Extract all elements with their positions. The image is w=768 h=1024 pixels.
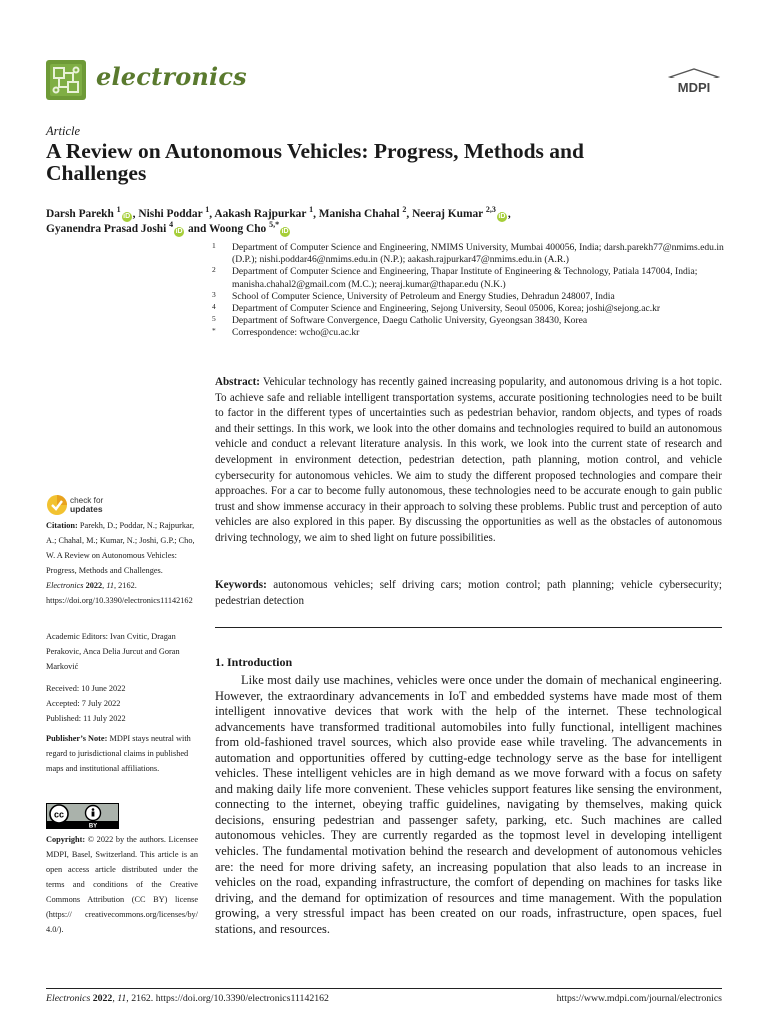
publisher-note-label: Publisher’s Note: xyxy=(46,734,108,743)
affiliation-item xyxy=(212,291,732,303)
affiliation-list xyxy=(212,242,732,340)
orcid-icon[interactable]: iD xyxy=(123,213,131,220)
keywords-text: autonomous vehicles; self driving cars; motion control; path planning; vehicle cybersecurity; pedestrian detection xyxy=(215,579,722,607)
citation-year: 2022 xyxy=(85,581,103,590)
publisher-note xyxy=(46,731,198,776)
paper-title: A Review on Autonomous Vehicles: Progress, Methods and Challenges xyxy=(46,139,584,185)
citation-label: Citation: xyxy=(46,521,78,530)
orcid-icon[interactable]: iD xyxy=(498,213,506,220)
author-name: Neeraj Kumar xyxy=(412,208,486,220)
affiliation-number: 3 xyxy=(212,289,216,299)
author-name: Nishi Poddar xyxy=(138,208,206,220)
section-divider xyxy=(215,627,722,628)
affiliation-text: Department of Software Convergence, Daegu Catholic University, Gyeongsan 38430, Korea xyxy=(232,315,588,327)
orcid-icon[interactable]: iD xyxy=(175,228,183,235)
author-separator: and xyxy=(185,223,209,235)
abstract-label: Abstract: xyxy=(215,376,260,388)
dates-block xyxy=(46,681,198,726)
svg-text:cc: cc xyxy=(53,809,65,820)
affiliation-text: Department of Computer Science and Engineering, Sejong University, Seoul 05006, Korea; joshi@sejong.ac.kr xyxy=(232,303,661,315)
affiliation-item xyxy=(212,303,732,315)
orcid-icon[interactable]: iD xyxy=(281,228,289,235)
author-affiliation-sup: 1 xyxy=(205,205,210,215)
received-date: Received: 10 June 2022 xyxy=(46,684,126,693)
footer-divider xyxy=(46,988,722,989)
publisher-note-text: MDPI stays neutral with regard to jurisdictional claims in published maps and institutional affiliations. xyxy=(46,734,191,773)
keywords xyxy=(215,578,722,609)
journal-name: electronics xyxy=(96,62,247,91)
author-separator: , xyxy=(132,208,139,220)
academic-editors: Academic Editors: Ivan Cvitic, Dragan Perakovic, Anca Delia Jurcut and Goran Marković xyxy=(46,632,180,671)
citation-journal: Electronics xyxy=(46,581,84,590)
check-updates-line1: check for xyxy=(70,496,104,505)
affiliation-number: 2 xyxy=(212,265,216,275)
abstract xyxy=(215,375,722,547)
affiliation-item xyxy=(212,266,732,290)
cc-by-license-icon[interactable] xyxy=(46,803,119,829)
author-separator: , xyxy=(507,208,511,220)
affiliation-number: * xyxy=(212,326,216,336)
article-type: Article xyxy=(46,124,81,138)
affiliation-number: 1 xyxy=(212,241,216,250)
author-affiliation-sup: 2 xyxy=(402,205,407,215)
affiliation-number: 5 xyxy=(212,314,216,324)
author-affiliation-sup: 2,3 xyxy=(485,205,496,215)
published-date: Published: 11 July 2022 xyxy=(46,714,126,723)
author-affiliation-sup: 1 xyxy=(309,205,314,215)
author-name: Woong Cho xyxy=(208,223,270,235)
footer-doi[interactable]: , 2162. https://doi.org/10.3390/electronics11142162 xyxy=(126,993,329,1004)
author-separator: , xyxy=(406,208,413,220)
mdpi-logo-icon xyxy=(666,68,722,96)
author-name: Manisha Chahal xyxy=(318,208,403,220)
author-affiliation-sup: 5,* xyxy=(269,220,280,230)
author-name: Gyanendra Prasad Joshi xyxy=(46,223,170,235)
section-body: Like most daily use machines, vehicles were once under the domain of mechanical engineering. However, the extraordinary advancements in IoT and embedded systems have made most of them intelligent innovative devices that work with the help of the internet. These technological advancements have transformed traditional automobiles into fully functional, intelligent machines from old-fashioned travel sources, which also provide ease while traveling. The advancements in automation and opportunities offered by cutting-edge technology serve as the base for intelligent vehicles. These intelligent vehicles are in high demand as we move forward with a focus on safety and making daily life more convenient. These vehicles support features like sensing the environment, connecting to the internet, obeying traffic guidelines, navigating by themselves, making quick decisions, ensuring pedestrian and passenger safety, parking, etc. Such machines are called autonomous vehicles. They are currently regarded as the topmost level in developing intelligent vehicles. The fundamental motivation behind the research and development of autonomous vehicles are: the need for more driving safety, an increasing population that also leads to an increase in vehicles on the road, expanding infrastructure, the comfort of depending on machines for tasks like driving, and the demand for optimization of resources and time management. With the population growing, a very stressful impact has been created on our roads, infrastructure, open spaces, fuel stations, and resources. xyxy=(215,673,722,936)
affiliation-text: School of Computer Science, University of Petroleum and Energy Studies, Dehradun 248007, India xyxy=(232,290,615,302)
author-name: Darsh Parekh xyxy=(46,208,117,220)
citation-text: Parekh, D.; Poddar, N.; Rajpurkar, A.; Chahal, M.; Kumar, N.; Joshi, G.P.; Cho, W. A Review on Autonomous Vehicles: Progress, Methods and Challenges. xyxy=(46,521,195,575)
affiliation-text: Correspondence: wcho@cu.ac.kr xyxy=(232,327,360,339)
affiliation-item xyxy=(212,315,732,327)
cc-by-label: BY xyxy=(88,823,98,829)
footer-volume: 11 xyxy=(117,993,127,1004)
check-updates-line2: updates xyxy=(70,504,103,514)
affiliation-item xyxy=(212,242,732,266)
author-name: Aakash Rajpurkar xyxy=(214,208,310,220)
check-for-updates-button[interactable] xyxy=(46,494,136,516)
copyright-block xyxy=(46,832,198,937)
journal-logo-icon xyxy=(46,60,86,100)
affiliation-number: 4 xyxy=(212,302,216,312)
keywords-label: Keywords: xyxy=(215,579,267,591)
check-updates-icon xyxy=(46,494,68,516)
footer-citation: Electronics 2022, 11, 2162. https://doi.org/10.3390/electronics11142162 xyxy=(46,993,329,1004)
affiliation-text: Department of Computer Science and Engineering, Thapar Institute of Engineering & Technology, Patiala 147004, India; manisha.chahal2@gmail.com (M.C.); neeraj.kumar@thapar.edu (N.K.) xyxy=(232,266,698,290)
affiliation-item xyxy=(212,327,732,339)
footer-journal: Electronics xyxy=(46,993,91,1004)
author-list xyxy=(46,207,736,237)
abstract-text: Vehicular technology has recently gained increasing popularity, and autonomous driving is a hot topic. To achieve safe and reliable intelligent transportation systems, accurate positioning technologies need to be built to factor in the different types of uncertainties such as pedestrian behavior, random objects, and types of roads and their settings. In this work, we look into the other domains and technologies required to build an autonomous vehicle and conduct a relevant literature analysis. In this work, we look into the current state of research and development in environment detection, pedestrian detection, path planning, motion control, and vehicle cybersecurity for autonomous vehicles. We aim to study the different proposed technologies and compare their approaches. For a car to become fully autonomous, these technologies need to be accurate enough to gain public trust and show immense accuracy in their approach to solving these problems. Public trust and perception of auto vehicles are also explored in this paper. By discussing the opportunities as well as the obstacles of autonomous driving technology, we aim to shed light on future possibilities. xyxy=(215,376,722,544)
citation-doi[interactable]: , 2162. https://doi.org/10.3390/electronics11142162 xyxy=(46,581,193,605)
copyright-text: © 2022 by the authors. Licensee MDPI, Basel, Switzerland. This article is an open access article distributed under the terms and conditions of the Creative Commons Attribution (CC BY) license (https:// creativecommons.org/licenses/by/ 4.0/). xyxy=(46,835,199,934)
accepted-date: Accepted: 7 July 2022 xyxy=(46,699,121,708)
author-affiliation-sup: 4 xyxy=(169,220,174,230)
footer-year: 2022 xyxy=(92,993,113,1004)
citation-volume: 11 xyxy=(106,581,114,590)
publisher-name: MDPI xyxy=(677,80,711,95)
author-separator: , xyxy=(313,208,319,220)
author-affiliation-sup: 1 xyxy=(116,205,121,215)
affiliation-text: Department of Computer Science and Engineering, NMIMS University, Mumbai 400056, India; darsh.parekh77@nmims.edu.in (D.P.); nishi.poddar46@nmims.edu.in (N.P.); aakash.rajpurkar47@nmims.edu.in (A.R.) xyxy=(232,242,724,266)
copyright-label: Copyright: xyxy=(46,835,86,844)
citation-block: Citation: Parekh, D.; Poddar, N.; Rajpurkar, A.; Chahal, M.; Kumar, N.; Joshi, G.P.; Cho, W. A Review on Autonomous Vehicles: Progress, Methods and Challenges. Electronics 2022, 11, 2162. https://doi.org/10.3390/electronics11142162 xyxy=(46,521,195,605)
author-separator: , xyxy=(209,208,215,220)
footer-journal-url[interactable]: https://www.mdpi.com/journal/electronics xyxy=(556,993,722,1004)
section-heading: 1. Introduction xyxy=(215,655,293,669)
